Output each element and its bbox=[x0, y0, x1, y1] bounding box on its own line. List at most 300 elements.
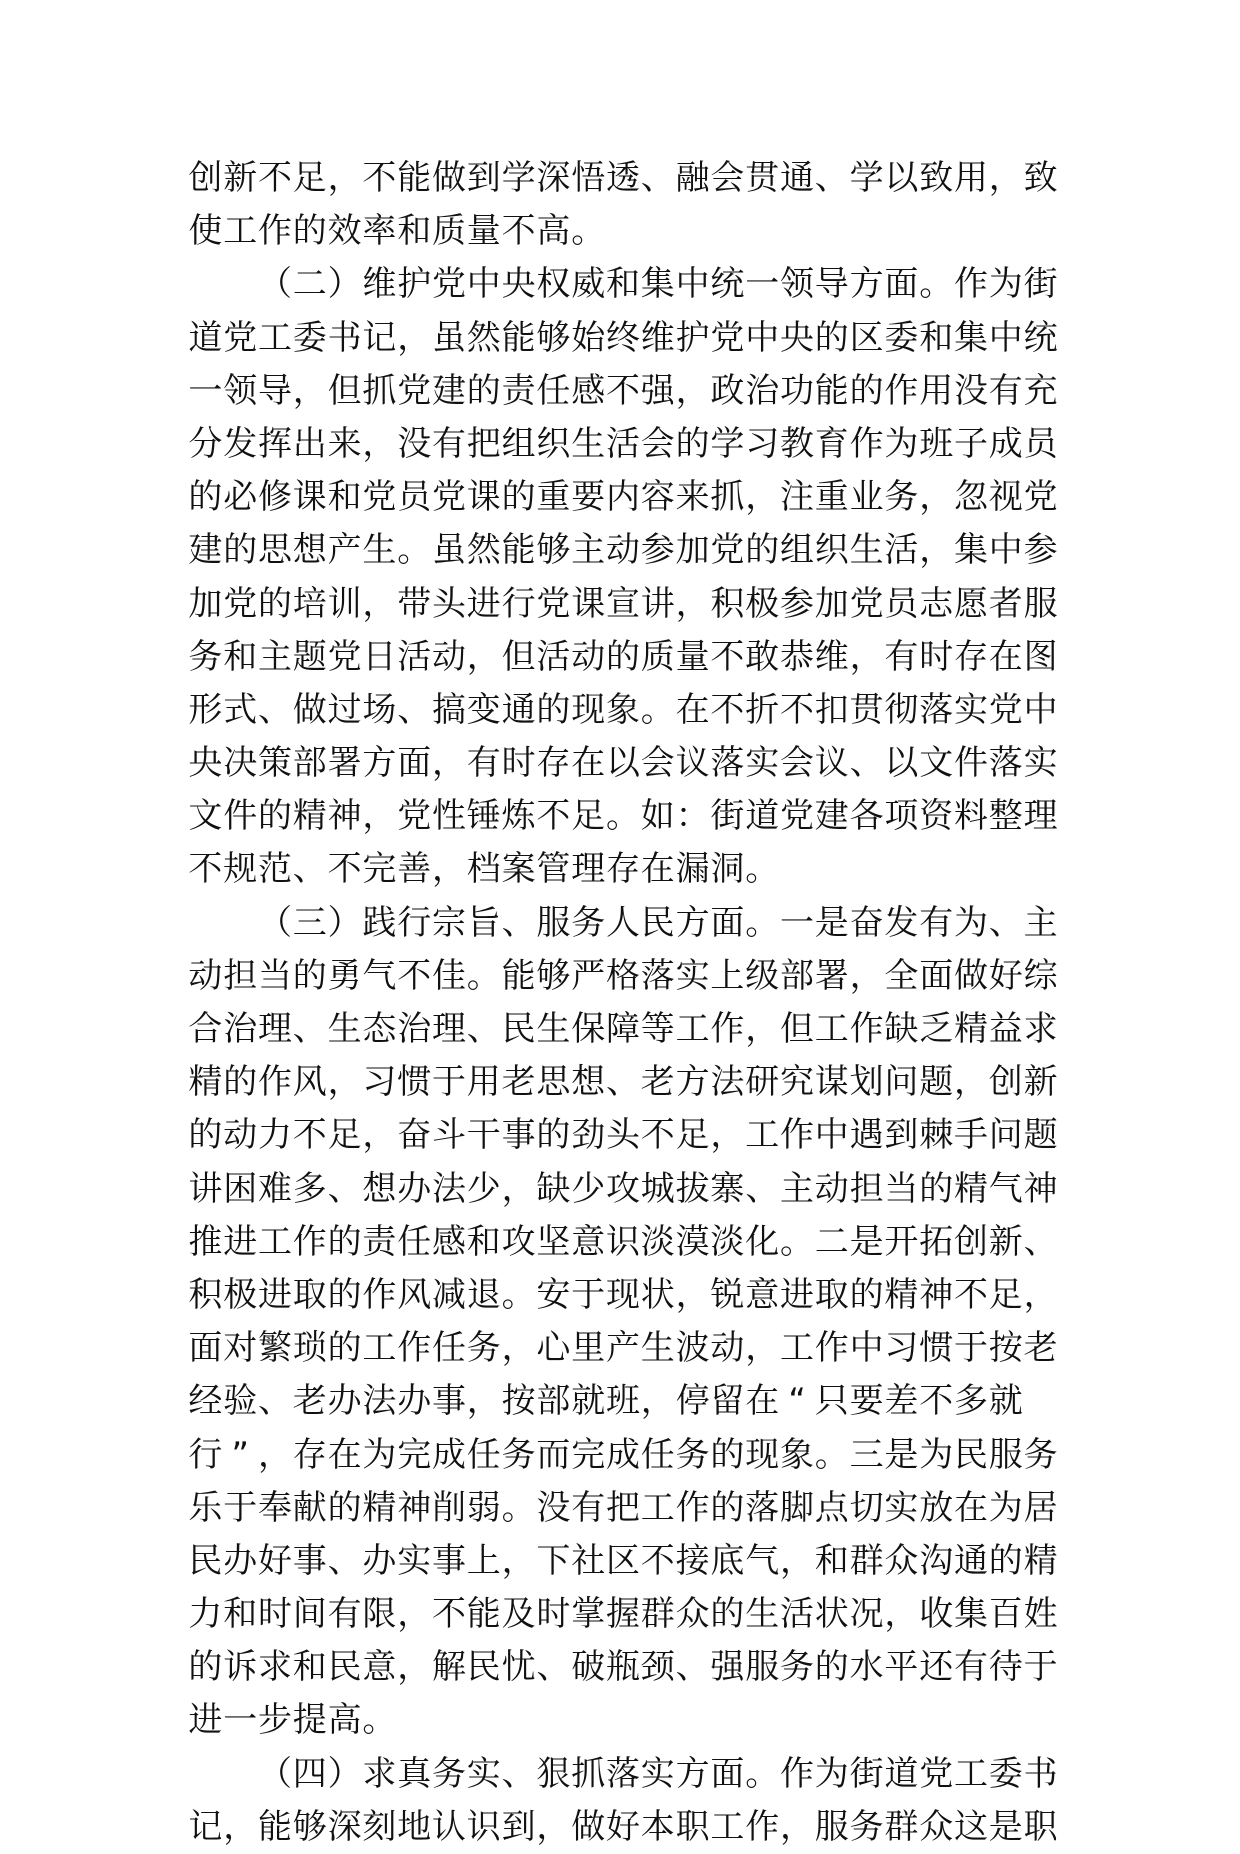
character: 精 bbox=[362, 1487, 397, 1528]
character: 课 bbox=[571, 583, 606, 624]
character: ， bbox=[223, 1806, 258, 1847]
character: 足 bbox=[675, 1115, 710, 1156]
character: 的 bbox=[327, 1328, 362, 1369]
character: 没 bbox=[536, 1487, 571, 1528]
character: 合 bbox=[188, 1009, 223, 1049]
character: 范 bbox=[258, 849, 292, 890]
character: ， bbox=[884, 1594, 919, 1635]
character: 加 bbox=[814, 583, 849, 624]
character: 于 bbox=[432, 1062, 466, 1103]
character: 于 bbox=[571, 1274, 606, 1315]
character: 中 bbox=[814, 1115, 849, 1156]
character: 益 bbox=[988, 1009, 1023, 1049]
character: 不 bbox=[327, 849, 362, 890]
body-text bbox=[188, 152, 1058, 1854]
character: 项 bbox=[884, 796, 919, 837]
character: 障 bbox=[606, 1009, 640, 1049]
character: 气 bbox=[745, 1540, 780, 1581]
character: 的 bbox=[188, 477, 223, 518]
character: 任 bbox=[466, 1434, 501, 1475]
character: 干 bbox=[466, 1115, 501, 1156]
character: 、 bbox=[258, 689, 292, 730]
character: 者 bbox=[988, 583, 1023, 624]
character: ， bbox=[1023, 1274, 1058, 1315]
character: 学 bbox=[501, 158, 536, 198]
character: 民 bbox=[188, 1540, 223, 1581]
character: 集 bbox=[954, 317, 988, 358]
character: 和 bbox=[919, 317, 954, 358]
character: 好 bbox=[606, 1806, 640, 1847]
character: 事 bbox=[432, 1540, 466, 1581]
character: 党 bbox=[1023, 477, 1058, 518]
character: 的 bbox=[188, 1647, 223, 1688]
character: 任 bbox=[640, 1434, 675, 1475]
character: 实 bbox=[675, 955, 710, 996]
character: 困 bbox=[223, 1168, 258, 1209]
character: 、 bbox=[327, 1168, 362, 1209]
text-line bbox=[188, 1269, 1058, 1322]
character: 和 bbox=[223, 1594, 258, 1635]
character: 的 bbox=[814, 1647, 849, 1688]
character: 道 bbox=[745, 796, 780, 837]
character: 务 bbox=[432, 1753, 466, 1794]
character: 坚 bbox=[536, 1221, 571, 1262]
text-line bbox=[188, 1588, 1058, 1641]
character: 想 bbox=[571, 1062, 606, 1103]
character: 区 bbox=[849, 317, 884, 358]
character: 、 bbox=[988, 902, 1023, 943]
character: 实 bbox=[745, 743, 780, 784]
character: 形 bbox=[188, 689, 223, 730]
character: 量 bbox=[466, 211, 501, 252]
character: 责 bbox=[501, 370, 536, 411]
character: 致 bbox=[919, 158, 954, 198]
character: 还 bbox=[919, 1647, 954, 1688]
character: 中 bbox=[988, 530, 1023, 571]
character: 。 bbox=[501, 1487, 536, 1528]
character: 加 bbox=[188, 583, 223, 624]
character: 业 bbox=[849, 477, 884, 518]
text-line bbox=[188, 1429, 1058, 1482]
character: 少 bbox=[466, 1168, 501, 1209]
character: 识 bbox=[466, 1806, 501, 1847]
character: 重 bbox=[814, 477, 849, 518]
character: 深 bbox=[327, 1806, 362, 1847]
character: 漠 bbox=[675, 1221, 710, 1262]
character: 维 bbox=[640, 317, 675, 358]
character: 会 bbox=[640, 423, 675, 464]
character: 抓 bbox=[571, 1753, 606, 1794]
character: 接 bbox=[675, 1540, 710, 1581]
character: ， bbox=[466, 1381, 501, 1422]
text-line bbox=[188, 1641, 1058, 1694]
character: 建 bbox=[432, 370, 466, 411]
character: 贯 bbox=[849, 689, 884, 730]
character: 下 bbox=[536, 1540, 571, 1581]
character: 奋 bbox=[397, 1115, 432, 1156]
character: 锐 bbox=[710, 1274, 745, 1315]
text-line bbox=[188, 1535, 1058, 1588]
character: 行 bbox=[501, 583, 536, 624]
character: 按 bbox=[988, 1328, 1023, 1369]
character: 理 bbox=[1023, 796, 1058, 837]
character: 的 bbox=[327, 1221, 362, 1262]
character: 能 bbox=[258, 1806, 292, 1847]
character: 神 bbox=[919, 1274, 954, 1315]
character: 神 bbox=[397, 1487, 432, 1528]
character: 极 bbox=[745, 583, 780, 624]
character: 规 bbox=[223, 849, 258, 890]
text-line bbox=[188, 843, 1058, 896]
character: 二 bbox=[292, 264, 327, 305]
character: 党 bbox=[919, 1753, 954, 1794]
character: 有 bbox=[988, 370, 1023, 411]
character: 没 bbox=[397, 423, 432, 464]
character: 署 bbox=[327, 743, 362, 784]
character: 务 bbox=[571, 902, 606, 943]
character: “ bbox=[788, 1381, 806, 1422]
character: 任 bbox=[536, 370, 571, 411]
character: 组 bbox=[501, 423, 536, 464]
character: 参 bbox=[640, 530, 675, 571]
character: 现 bbox=[571, 689, 606, 730]
character: 精 bbox=[884, 1274, 919, 1315]
character: 署 bbox=[814, 955, 849, 996]
character: 不 bbox=[710, 689, 745, 730]
character: 面 bbox=[710, 902, 745, 943]
character: 高 bbox=[327, 1700, 362, 1741]
character: 作 bbox=[780, 1115, 814, 1156]
character: 差 bbox=[884, 1381, 919, 1422]
character: 子 bbox=[954, 423, 988, 464]
character: 问 bbox=[884, 1062, 919, 1103]
character: 时 bbox=[919, 636, 954, 677]
character: 作 bbox=[780, 1753, 814, 1794]
character: 委 bbox=[884, 317, 919, 358]
character: 够 bbox=[536, 955, 571, 996]
character: 行 bbox=[397, 902, 432, 943]
character: 的 bbox=[327, 1274, 362, 1315]
character: 方 bbox=[849, 264, 884, 305]
character: 办 bbox=[397, 1168, 432, 1209]
character: 攻 bbox=[501, 1221, 536, 1262]
character: 意 bbox=[362, 1647, 397, 1688]
character: 平 bbox=[884, 1647, 919, 1688]
character: 的 bbox=[258, 796, 292, 837]
character: 时 bbox=[501, 743, 536, 784]
character: 佳 bbox=[432, 955, 466, 996]
character: 。 bbox=[919, 264, 954, 305]
character: 取 bbox=[292, 1274, 327, 1315]
character: 动 bbox=[606, 530, 640, 571]
character: 学 bbox=[710, 423, 745, 464]
character: 步 bbox=[258, 1700, 292, 1741]
character: 多 bbox=[292, 1168, 327, 1209]
character: 有 bbox=[432, 423, 466, 464]
character: 四 bbox=[292, 1753, 327, 1794]
character: 进 bbox=[188, 1700, 223, 1741]
character: 动 bbox=[188, 955, 223, 996]
character: 央 bbox=[188, 743, 223, 784]
character: 方 bbox=[362, 743, 397, 784]
character: 中 bbox=[466, 264, 501, 305]
character: 事 bbox=[432, 1381, 466, 1422]
character: 维 bbox=[814, 636, 849, 677]
character: ， bbox=[536, 1806, 571, 1847]
character: 姓 bbox=[1023, 1594, 1058, 1635]
character: 、 bbox=[849, 743, 884, 784]
character: 班 bbox=[606, 1381, 640, 1422]
character: 精 bbox=[1023, 1540, 1058, 1581]
character: 街 bbox=[1023, 264, 1058, 305]
character: 治 bbox=[223, 1009, 258, 1049]
character: ， bbox=[954, 1062, 988, 1103]
character: 面 bbox=[188, 1328, 223, 1369]
character: 存 bbox=[954, 636, 988, 677]
character: 实 bbox=[1023, 743, 1058, 784]
character: 修 bbox=[258, 477, 292, 518]
character: 做 bbox=[571, 1806, 606, 1847]
character: 是 bbox=[814, 902, 849, 943]
character: 作 bbox=[745, 1806, 780, 1847]
character: 治 bbox=[745, 370, 780, 411]
character: 恭 bbox=[780, 636, 814, 677]
character: ， bbox=[919, 530, 954, 571]
character: 不 bbox=[362, 158, 397, 198]
character: 拓 bbox=[919, 1221, 954, 1262]
character: 琐 bbox=[292, 1328, 327, 1369]
character: 建 bbox=[188, 530, 223, 571]
character: 使 bbox=[188, 211, 223, 252]
character: 办 bbox=[327, 1381, 362, 1422]
character: ） bbox=[327, 264, 362, 305]
character: 生 bbox=[327, 1009, 362, 1049]
paragraph-first-line bbox=[188, 1748, 1058, 1801]
character: 缺 bbox=[884, 1009, 919, 1049]
character: 掌 bbox=[571, 1594, 606, 1635]
character: 题 bbox=[292, 636, 327, 677]
character: 切 bbox=[849, 1487, 884, 1528]
character: 众 bbox=[675, 1594, 710, 1635]
character: 的 bbox=[849, 1274, 884, 1315]
character: 作 bbox=[710, 1009, 745, 1049]
character: 效 bbox=[327, 211, 362, 252]
character: 求 bbox=[258, 1647, 292, 1688]
character: 新 bbox=[1023, 1062, 1058, 1103]
character: 宗 bbox=[432, 902, 466, 943]
character: 现 bbox=[745, 1434, 780, 1475]
character: 安 bbox=[536, 1274, 571, 1315]
character: 活 bbox=[397, 636, 432, 677]
character: 生 bbox=[849, 530, 884, 571]
character: （ bbox=[258, 1753, 292, 1794]
character: 的 bbox=[814, 317, 849, 358]
character: 奉 bbox=[258, 1487, 292, 1528]
character: 政 bbox=[710, 370, 745, 411]
character: 为 bbox=[884, 423, 919, 464]
character: 不 bbox=[640, 1115, 675, 1156]
character: 通 bbox=[780, 158, 814, 198]
text-line bbox=[188, 790, 1058, 843]
character: 于 bbox=[223, 1487, 258, 1528]
character: 会 bbox=[640, 743, 675, 784]
character: 作 bbox=[884, 370, 919, 411]
character: 和 bbox=[223, 636, 258, 677]
character: 有 bbox=[466, 743, 501, 784]
character: ， bbox=[849, 955, 884, 996]
character: ， bbox=[327, 158, 362, 198]
character: ， bbox=[362, 583, 397, 624]
character: 只 bbox=[814, 1381, 849, 1422]
character: 化 bbox=[745, 1221, 780, 1262]
character: 力 bbox=[258, 1115, 292, 1156]
paragraph-first-line bbox=[188, 897, 1058, 950]
character: 区 bbox=[606, 1540, 640, 1581]
character: 作 bbox=[954, 264, 988, 305]
character: 完 bbox=[571, 1434, 606, 1475]
character: 敢 bbox=[745, 636, 780, 677]
character: 少 bbox=[571, 1168, 606, 1209]
character: 的 bbox=[536, 1115, 571, 1156]
character: 三 bbox=[292, 902, 327, 943]
text-line bbox=[188, 1322, 1058, 1375]
character: 乏 bbox=[919, 1009, 954, 1049]
character: 级 bbox=[745, 955, 780, 996]
character: 点 bbox=[814, 1487, 849, 1528]
character: 作 bbox=[258, 1062, 292, 1103]
character: 和 bbox=[814, 1540, 849, 1581]
character: 停 bbox=[675, 1381, 710, 1422]
character: 、 bbox=[814, 158, 849, 198]
character: 到 bbox=[501, 1806, 536, 1847]
character: 集 bbox=[954, 1594, 988, 1635]
character: 况 bbox=[849, 1594, 884, 1635]
character: 法 bbox=[432, 1168, 466, 1209]
character: 担 bbox=[223, 955, 258, 996]
character: 生 bbox=[640, 1328, 675, 1369]
character: 部 bbox=[292, 743, 327, 784]
character: 强 bbox=[640, 370, 675, 411]
character: ， bbox=[640, 1381, 675, 1422]
character: 发 bbox=[223, 423, 258, 464]
character: 状 bbox=[814, 1594, 849, 1635]
character: ， bbox=[466, 636, 501, 677]
character: 宣 bbox=[606, 583, 640, 624]
character: 。 bbox=[640, 689, 675, 730]
character: 工 bbox=[954, 1753, 988, 1794]
character: 落 bbox=[988, 743, 1023, 784]
character: 权 bbox=[536, 264, 571, 305]
character: 办 bbox=[223, 1540, 258, 1581]
character: 的 bbox=[258, 583, 292, 624]
character: 日 bbox=[362, 636, 397, 677]
character: 全 bbox=[884, 955, 919, 996]
character: 繁 bbox=[258, 1328, 292, 1369]
character: 党 bbox=[362, 477, 397, 518]
character: 、 bbox=[327, 1540, 362, 1581]
character: 是 bbox=[884, 1434, 919, 1475]
character: 一 bbox=[745, 264, 780, 305]
character: 工 bbox=[780, 1328, 814, 1369]
character: 能 bbox=[466, 1594, 501, 1635]
character: 来 bbox=[675, 477, 710, 518]
character: 寨 bbox=[710, 1168, 745, 1209]
character: 当 bbox=[884, 1168, 919, 1209]
character: 会 bbox=[780, 743, 814, 784]
character: 不 bbox=[780, 689, 814, 730]
character: 认 bbox=[432, 1806, 466, 1847]
character: ， bbox=[675, 583, 710, 624]
character: 会 bbox=[710, 158, 745, 198]
character: 题 bbox=[1023, 1115, 1058, 1156]
character: 不 bbox=[397, 955, 432, 996]
character: 抓 bbox=[362, 370, 397, 411]
character: 委 bbox=[988, 1753, 1023, 1794]
character: 能 bbox=[501, 530, 536, 571]
text-line bbox=[188, 1482, 1058, 1535]
character: 能 bbox=[501, 317, 536, 358]
character: 、 bbox=[640, 158, 675, 198]
character: 主 bbox=[1023, 902, 1058, 943]
character: 道 bbox=[884, 1753, 919, 1794]
character: 提 bbox=[292, 1700, 327, 1741]
character: 街 bbox=[710, 796, 745, 837]
character: 问 bbox=[988, 1115, 1023, 1156]
character: 为 bbox=[988, 264, 1023, 305]
character: 到 bbox=[884, 1115, 919, 1156]
character: 城 bbox=[640, 1168, 675, 1209]
character: 服 bbox=[814, 1806, 849, 1847]
character: 当 bbox=[258, 955, 292, 996]
character: 理 bbox=[432, 1009, 466, 1049]
character: 地 bbox=[397, 1806, 432, 1847]
character: 。 bbox=[571, 211, 606, 252]
character: 课 bbox=[466, 477, 501, 518]
character: 识 bbox=[606, 1221, 640, 1262]
character: 底 bbox=[710, 1540, 745, 1581]
character: 不 bbox=[536, 796, 571, 837]
character: 行 bbox=[188, 1434, 223, 1475]
character: 不 bbox=[292, 1115, 327, 1156]
character: 民 bbox=[466, 1647, 501, 1688]
character: 融 bbox=[675, 158, 710, 198]
text-line bbox=[188, 1801, 1058, 1854]
character: 老 bbox=[1023, 1328, 1058, 1369]
character: 和 bbox=[466, 1221, 501, 1262]
character: 于 bbox=[1023, 1647, 1058, 1688]
character: 遇 bbox=[849, 1115, 884, 1156]
character: 领 bbox=[780, 264, 814, 305]
character: 必 bbox=[223, 477, 258, 518]
character: 实 bbox=[884, 1487, 919, 1528]
character: ） bbox=[327, 902, 362, 943]
character: 气 bbox=[988, 1168, 1023, 1209]
character: 漏 bbox=[675, 849, 710, 890]
character: 善 bbox=[397, 849, 432, 890]
character: 动 bbox=[710, 1328, 745, 1369]
character: 记 bbox=[188, 1806, 223, 1847]
character: 新 bbox=[988, 1221, 1023, 1262]
character: ， bbox=[710, 1115, 745, 1156]
paragraph-first-line bbox=[188, 258, 1058, 311]
character: 服 bbox=[1023, 583, 1058, 624]
character: 解 bbox=[432, 1647, 466, 1688]
character: 进 bbox=[466, 583, 501, 624]
character: 民 bbox=[954, 1434, 988, 1475]
character: 能 bbox=[397, 158, 432, 198]
character: 、 bbox=[501, 1753, 536, 1794]
character: 放 bbox=[919, 1487, 954, 1528]
